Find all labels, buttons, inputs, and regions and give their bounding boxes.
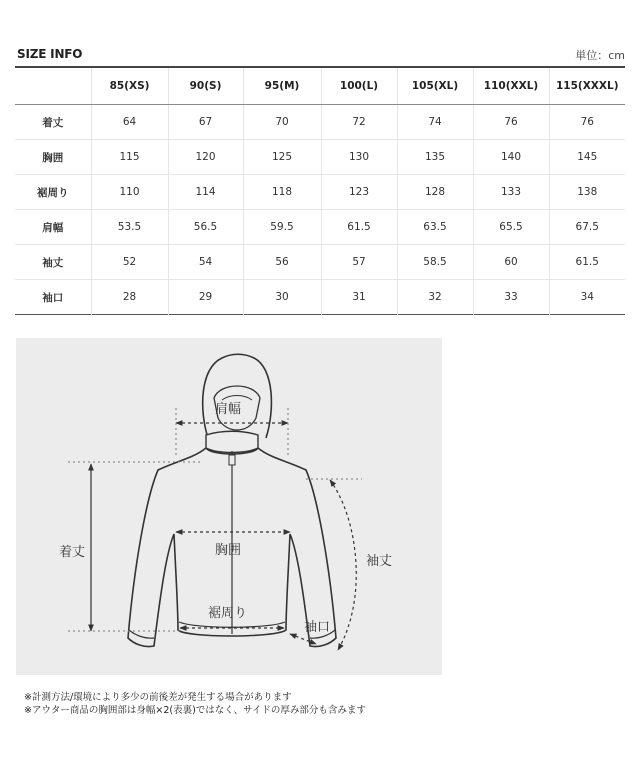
size-info-title: SIZE INFO [17,47,83,61]
table-cell: 64 [91,105,168,140]
table-cell: 67 [168,105,243,140]
diagram-sleeve-length-label: 袖丈 [366,554,393,569]
table-cell: 53.5 [91,210,168,245]
measurement-diagram [16,338,442,675]
table-cell: 128 [397,175,473,210]
row-label: 袖口 [42,291,64,304]
table-row [15,245,625,280]
table-cell: 118 [243,175,321,210]
diagram-chest-label: 胸囲 [215,543,242,558]
note-line: ※計測方法/環境により多少の前後差が発生する場合があります [24,692,292,703]
table-cell: 56 [243,245,321,280]
row-label: 裾周り [15,175,91,210]
table-cell: 30 [243,280,321,315]
table-cell: 70 [243,105,321,140]
table-cell: 120 [168,140,243,175]
table-cell: 33 [473,280,549,315]
table-cell: 76 [549,105,625,140]
table-cell: 56.5 [168,210,243,245]
table-cell: 59.5 [243,210,321,245]
table-cell: 54 [168,245,243,280]
diagram-shoulder-label: 肩幅 [215,402,242,417]
table-cell: 123 [321,175,397,210]
notes [24,691,366,717]
size-info-header [15,47,625,63]
table-cell: 110 [91,175,168,210]
table-cell: 61.5 [549,245,625,280]
table-cell: 125 [243,140,321,175]
diagram-length-label: 着丈 [59,545,86,560]
row-label: 肩幅 [15,210,91,245]
table-cell: 74 [397,105,473,140]
row-label: 胸囲 [15,140,91,175]
size-column-header: 90(S) [168,67,243,105]
table-row [15,140,625,175]
unit-label: 単位：cm [575,49,625,62]
row-label: 着丈 [15,105,91,140]
table-row [15,175,625,210]
table-row [15,105,625,140]
jacket-illustration [16,338,442,675]
size-table [15,66,625,315]
table-cell: 52 [91,245,168,280]
size-column-header: 85(XS) [91,67,168,105]
table-cell: 61.5 [321,210,397,245]
table-cell: 58.5 [397,245,473,280]
table-cell: 67.5 [549,210,625,245]
table-cell: 76 [473,105,549,140]
table-cell: 28 [91,280,168,315]
table-cell: 29 [168,280,243,315]
size-column-header: 110(XXL) [473,67,549,105]
diagram-hem-label: 裾周り [208,606,248,621]
table-cell: 72 [321,105,397,140]
size-column-header: 105(XL) [397,67,473,105]
table-cell: 32 [397,280,473,315]
row-label: 袖丈 [15,245,91,280]
table-cell: 145 [549,140,625,175]
size-header-row [15,67,625,105]
diagram-cuff-label: 袖口 [304,620,331,635]
table-cell: 57 [321,245,397,280]
table-cell: 114 [168,175,243,210]
corner-cell [15,67,91,105]
table-cell: 65.5 [473,210,549,245]
size-column-header: 100(L) [321,67,397,105]
table-cell: 135 [397,140,473,175]
table-cell: 115 [91,140,168,175]
table-cell: 140 [473,140,549,175]
table-cell: 130 [321,140,397,175]
size-column-header: 95(M) [243,67,321,105]
note-line: ※アウター商品の胸囲部は身幅×2(表裏)ではなく、サイドの厚み部分も含みます [24,705,366,716]
table-row [15,210,625,245]
size-column-header: 115(XXXL) [549,67,625,105]
table-cell: 133 [473,175,549,210]
table-cell: 31 [321,280,397,315]
table-cell: 63.5 [397,210,473,245]
table-cell: 60 [473,245,549,280]
table-cell: 138 [549,175,625,210]
table-row [15,280,625,315]
table-cell: 34 [549,280,625,315]
